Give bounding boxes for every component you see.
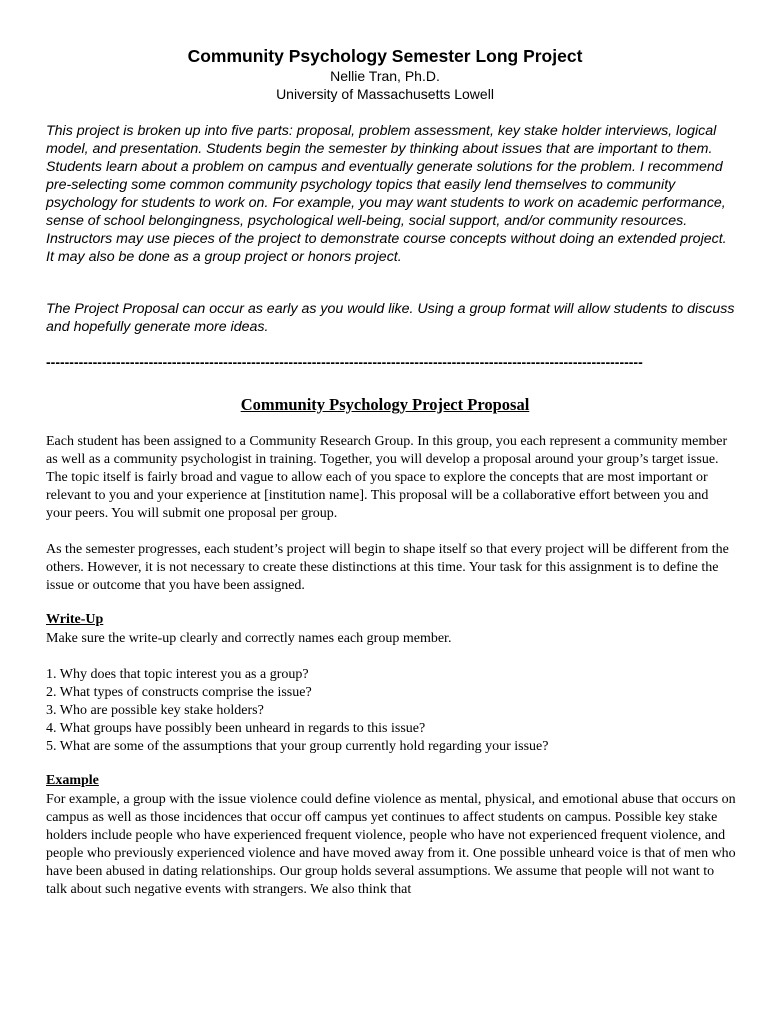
list-item: 4. What groups have possibly been unheard in regards to this issue? bbox=[46, 721, 426, 736]
section-divider: -------------------------------------------------------------------------------------------------------------------------------- bbox=[46, 354, 643, 370]
document-title: Community Psychology Semester Long Project bbox=[187, 46, 583, 66]
proposal-paragraph-2: As the semester progresses, each student’s project will begin to shape itself so that every project will be different from the others. However, it is not necessary to create these distinctions at this time. Your task for this assignment is to define the issue or outcome that you have been assigned. bbox=[46, 542, 729, 593]
intro-paragraph-2: The Project Proposal can occur as early as you would like. Using a group format will allow students to discuss and hopefully generate more ideas. bbox=[46, 301, 735, 335]
intro-paragraph-1: This project is broken up into five parts: proposal, problem assessment, key stake holder interviews, logical model, and presentation. Students begin the semester by thinking about issues that are important to them. Students learn about a problem on campus and eventually generate solutions for the problem. I recommend pre-selecting some common community psychology topics that easily lend themselves to community psychology for students to work on. For example, you may want students to work on academic performance, sense of school belongingness, psychological well-being, social support, and/or community resources. Instructors may use pieces of the project to demonstrate course concepts without doing an extended project. It may also be done as a group project or honors project. bbox=[46, 123, 727, 265]
proposal-paragraph-1: Each student has been assigned to a Community Research Group. In this group, you each represent a community member as well as a community psychologist in training. Together, you will develop a proposal around your group’s target issue. The topic itself is fairly broad and vague to allow each of you space to explore the concepts that are most important or relevant to you and your experience at [institution name]. This proposal will be a collaborative effort between you and your peers. You will submit one proposal per group. bbox=[46, 434, 728, 521]
example-heading: Example bbox=[46, 773, 99, 788]
list-item: 5. What are some of the assumptions that your group currently hold regarding your issue? bbox=[46, 739, 549, 754]
example-text: For example, a group with the issue violence could define violence as mental, physical, and emotional abuse that occurs on campus as well as those incidences that occur off campus yet continues to affect students on campus. Possible key stake holders include people who have experienced frequent violence, people who have not experienced frequent violence, and people who previously experienced violence and have moved away from it. One possible unheard voice is that of men who have been abused in dating relationships. Our group holds several assumptions. We assume that people will not want to talk about such negative events with strangers. We also think that bbox=[46, 792, 736, 897]
author-name: Nellie Tran, Ph.D. bbox=[330, 68, 440, 84]
writeup-heading: Write-Up bbox=[46, 612, 104, 627]
list-item: 2. What types of constructs comprise the issue? bbox=[46, 685, 312, 700]
university-name: University of Massachusetts Lowell bbox=[276, 86, 494, 102]
writeup-text: Make sure the write-up clearly and correctly names each group member. bbox=[46, 631, 452, 646]
question-list bbox=[46, 666, 548, 756]
list-item: 1. Why does that topic interest you as a group? bbox=[46, 667, 309, 682]
proposal-title: Community Psychology Project Proposal bbox=[240, 395, 530, 414]
list-item: 3. Who are possible key stake holders? bbox=[46, 703, 264, 718]
